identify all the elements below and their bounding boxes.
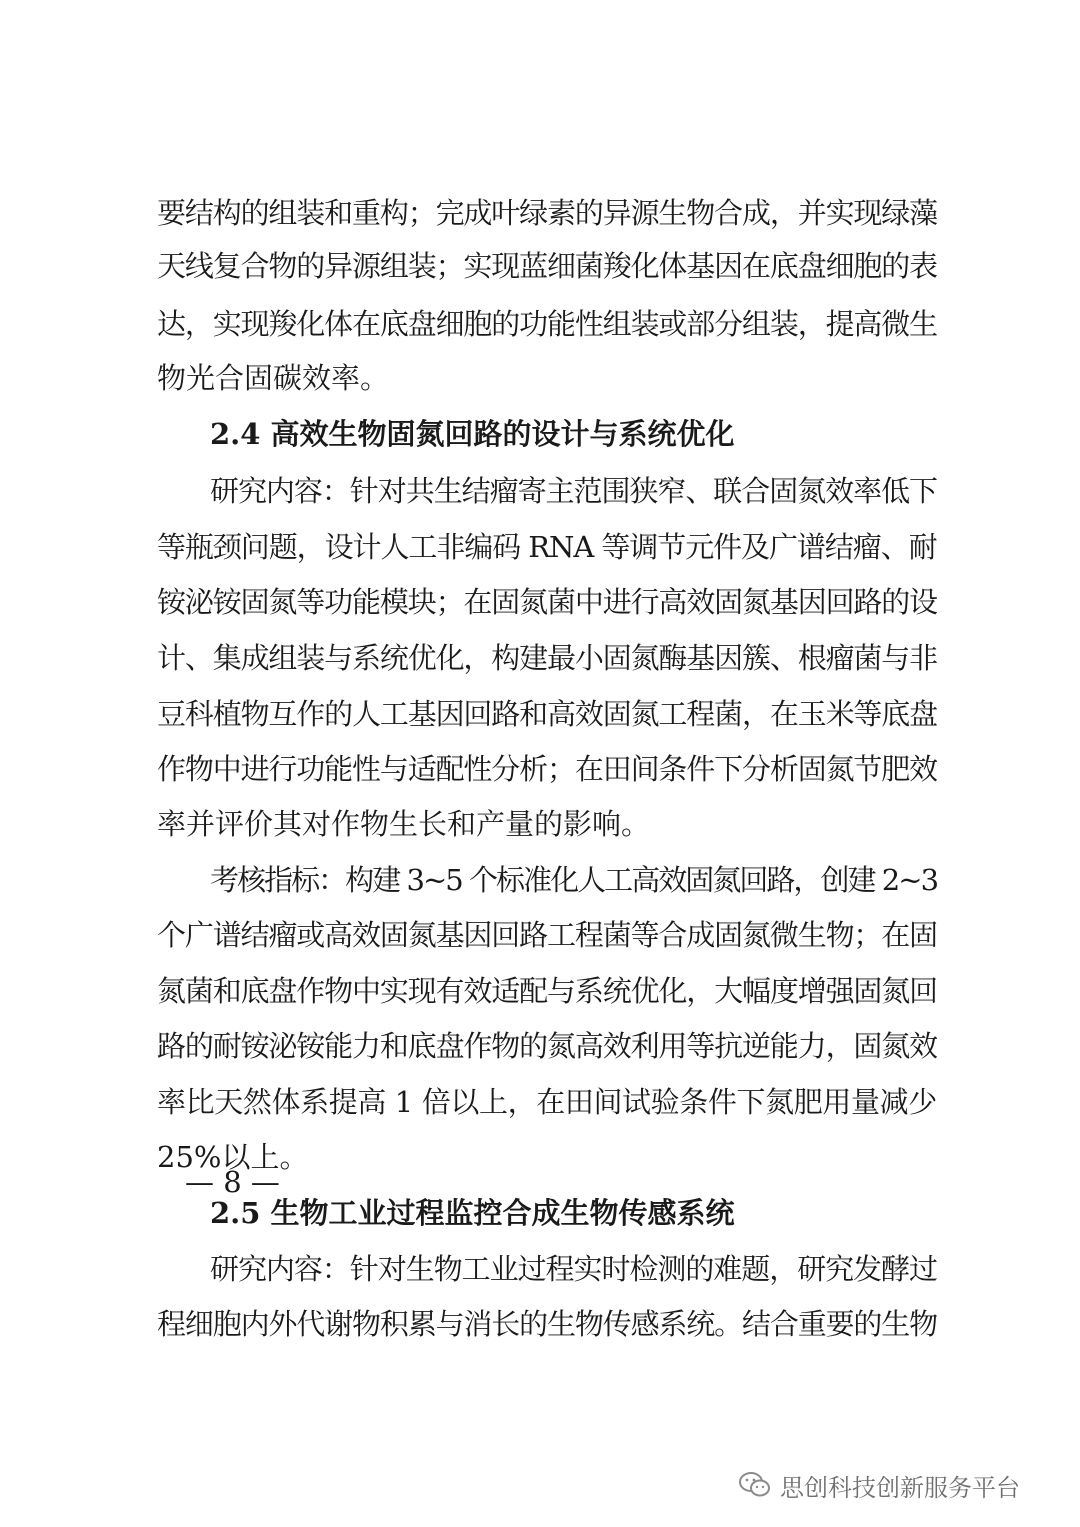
text-line: 等瓶颈问题，设计人工非编码 RNA 等调节元件及广谱结瘤、耐	[157, 530, 937, 564]
section-heading: 2.5 生物工业过程监控合成生物传感系统	[210, 1196, 735, 1230]
text-line: 25%以上。	[157, 1140, 309, 1174]
text-line: 研究内容：针对生物工业过程实时检测的难题，研究发酵过	[210, 1252, 937, 1286]
text-line: 路的耐铵泌铵能力和底盘作物的氮高效利用等抗逆能力，固氮效	[157, 1029, 937, 1063]
text-line: 程细胞内外代谢物积累与消长的生物传感系统。结合重要的生物	[157, 1307, 937, 1341]
text-line: 天线复合物的异源组装；实现蓝细菌羧化体基因在底盘细胞的表	[157, 249, 937, 283]
text-line: 考核指标：构建 3~5 个标准化人工高效固氮回路，创建 2~3	[210, 863, 937, 897]
page-number: — 8 —	[185, 1165, 280, 1199]
text-line: 计、集成组装与系统优化，构建最小固氮酶基因簇、根瘤菌与非	[157, 641, 937, 675]
text-line: 研究内容：针对共生结瘤寄主范围狭窄、联合固氮效率低下	[210, 474, 937, 508]
text-line: 个广谱结瘤或高效固氮基因回路工程菌等合成固氮微生物；在固	[157, 918, 937, 952]
text-line: 率比天然体系提高 1 倍以上，在田间试验条件下氮肥用量减少	[157, 1085, 937, 1119]
text-line: 率并评价其对作物生长和产量的影响。	[157, 807, 651, 841]
text-line: 氮菌和底盘作物中实现有效适配与系统优化，大幅度增强固氮回	[157, 974, 937, 1008]
watermark-text: 思创科技创新服务平台	[780, 1473, 1020, 1502]
watermark	[738, 1467, 1020, 1503]
text-line: 物光合固碳效率。	[157, 361, 390, 395]
text-line: 要结构的组装和重构；完成叶绿素的异源生物合成，并实现绿藻	[157, 196, 937, 230]
text-line: 作物中进行功能性与适配性分析；在田间条件下分析固氮节肥效	[157, 752, 937, 786]
section-heading: 2.4 高效生物固氮回路的设计与系统优化	[210, 417, 735, 451]
text-line: 铵泌铵固氮等功能模块；在固氮菌中进行高效固氮基因回路的设	[157, 585, 937, 619]
text-line: 豆科植物互作的人工基因回路和高效固氮工程菌，在玉米等底盘	[157, 697, 937, 731]
wechat-icon	[738, 1471, 772, 1499]
text-line: 达，实现羧化体在底盘细胞的功能性组装或部分组装，提高微生	[157, 307, 937, 341]
